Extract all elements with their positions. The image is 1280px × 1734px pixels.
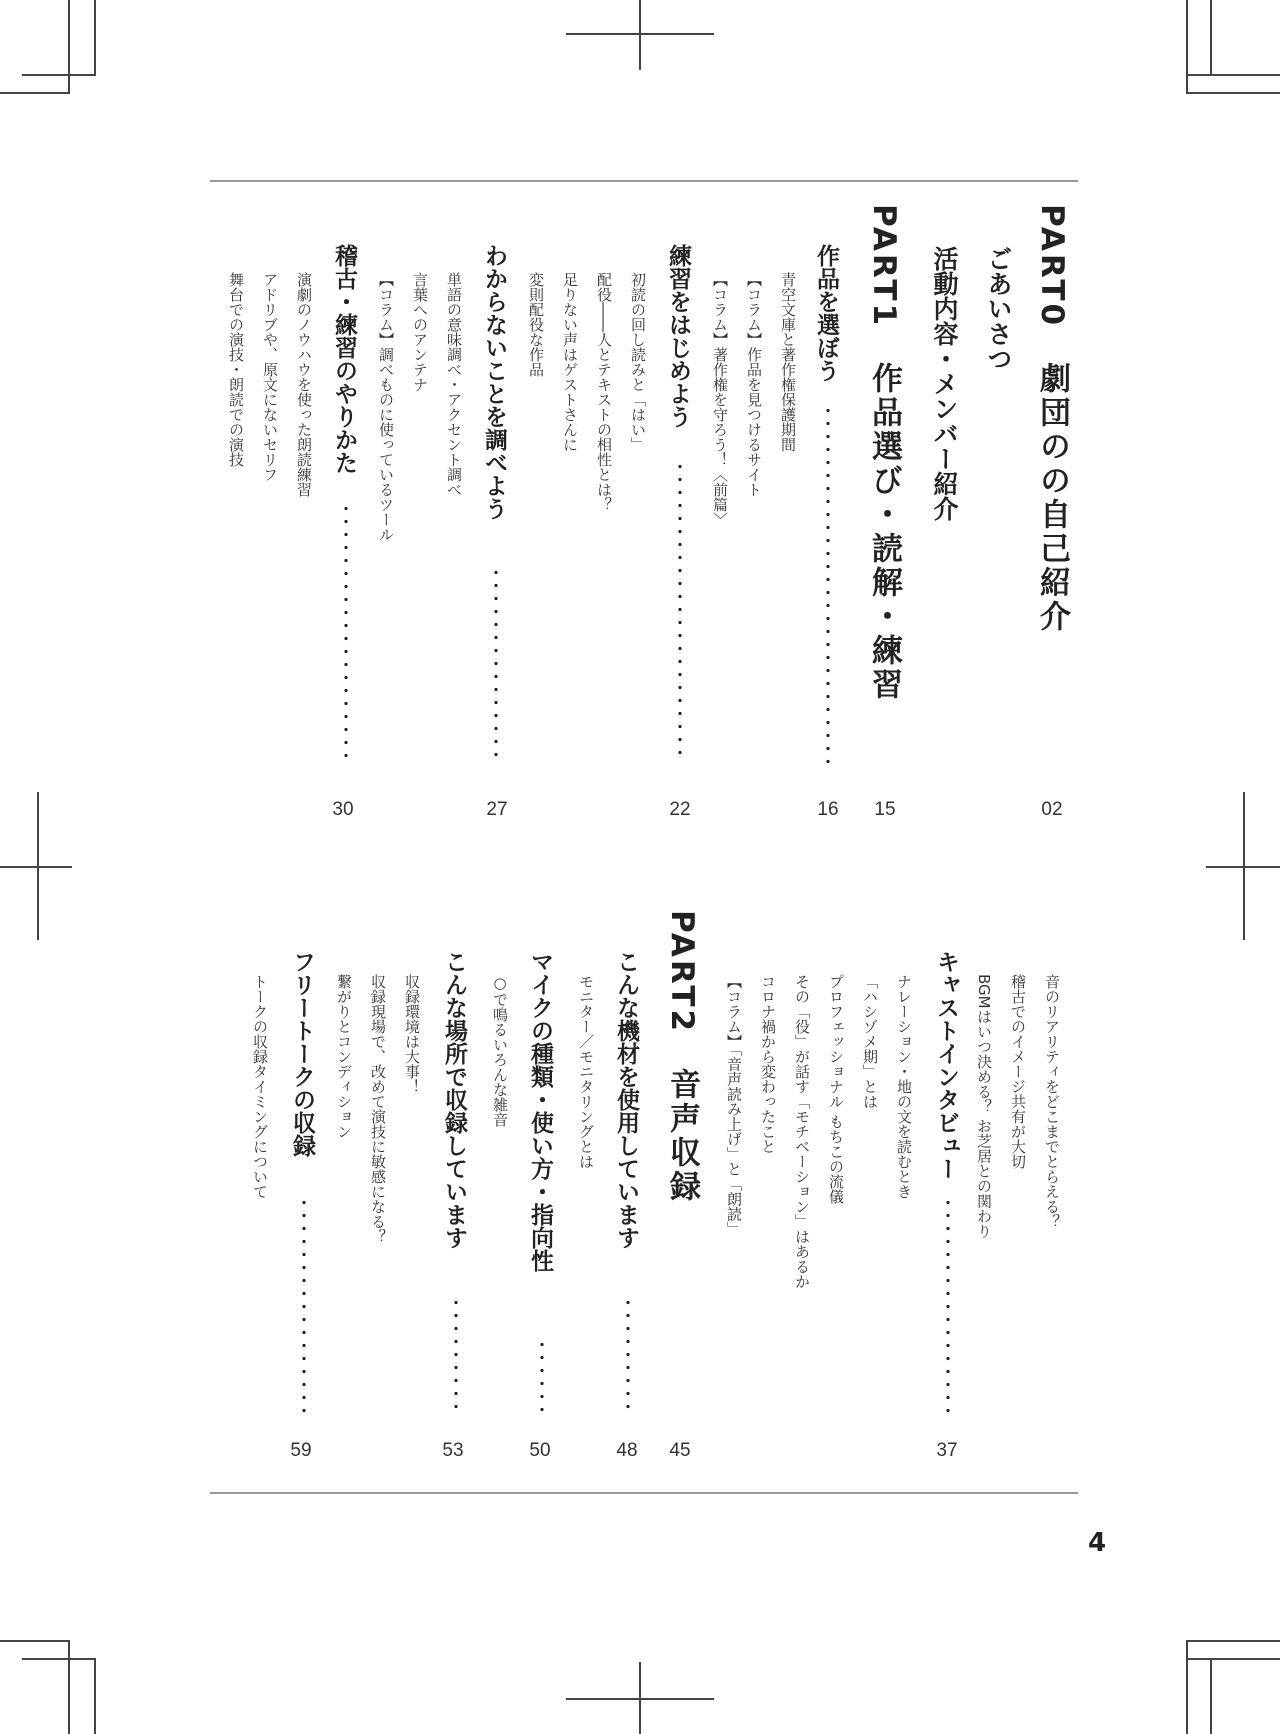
toc-sub-entry[interactable]: ○で鳴るいろんな雑音 [491, 974, 509, 1127]
toc-entry-rehearsal[interactable]: 稽古・練習のやりかた [331, 244, 357, 474]
crop-mark [639, 0, 641, 70]
toc-sub-entry[interactable]: 変則配役な作品 [527, 272, 545, 377]
crop-mark [1186, 1640, 1280, 1642]
leader-dots [946, 1196, 950, 1416]
crop-mark [1186, 1658, 1280, 1660]
page-number: 27 [486, 799, 508, 820]
page-number: 45 [669, 1440, 691, 1461]
top-rule [210, 180, 1078, 182]
toc-sub-entry[interactable]: トークの収録タイミングについて [251, 974, 269, 1199]
toc-sub-entry[interactable]: 【コラム】調べものに使っているツール [377, 272, 395, 542]
toc-sub-entry[interactable]: 「ハシゾメ期」とは [861, 974, 879, 1109]
page-number: 59 [290, 1440, 312, 1461]
crop-mark [22, 74, 96, 76]
crop-mark [94, 0, 96, 76]
crop-mark [0, 92, 70, 94]
toc-sub-entry[interactable]: 音のリアリティをどこまでとらえる？ [1043, 974, 1061, 1229]
page-number: 15 [874, 799, 896, 820]
toc-sub-entry[interactable]: プロフェッショナル もちこの流儀 [827, 974, 845, 1204]
page-number: 30 [332, 799, 354, 820]
toc-sub-entry[interactable]: 【コラム】著作権を守ろう！〈前篇〉 [711, 272, 729, 527]
toc-entry-research[interactable]: わからないことを調べよう [481, 244, 507, 520]
toc-sub-entry[interactable]: 収録現場で、改めて演技に敏感になる？ [369, 974, 387, 1244]
crop-mark [22, 1658, 96, 1660]
toc-sub-entry[interactable]: 舞台での演技・朗読での演技 [227, 272, 245, 467]
toc-sub-entry[interactable]: BGMはいつ決める？ お芝居との関わり [975, 974, 993, 1239]
toc-sub-entry[interactable]: 足りない声はゲストさんに [561, 272, 579, 452]
crop-mark [566, 1698, 714, 1700]
crop-mark [68, 1640, 70, 1734]
part2-title: PART2 音声収録 [664, 910, 700, 1205]
toc-sub-entry[interactable]: 言葉へのアンテナ [411, 272, 429, 392]
leader-dots [344, 502, 348, 764]
toc-entry-mic[interactable]: マイクの種類・使い方・指向性 [527, 950, 553, 1272]
toc-sub-entry[interactable]: 配役――人とテキストの相性とは？ [595, 272, 613, 512]
toc-sub-entry[interactable]: 初読の回し読みと「はい」 [629, 272, 647, 452]
toc-entry-freetalk[interactable]: フリートークの収録 [289, 950, 315, 1157]
crop-mark [1186, 92, 1280, 94]
page-number: 02 [1041, 799, 1063, 820]
leader-dots [454, 1296, 458, 1416]
page-number: 22 [669, 799, 691, 820]
leader-dots [494, 566, 498, 764]
toc-sub-entry[interactable]: コロナ禍から変わったこと [759, 974, 777, 1154]
crop-mark [0, 866, 72, 868]
toc-entry-location[interactable]: こんな場所で収録しています [441, 950, 467, 1249]
page-number: 53 [442, 1440, 464, 1461]
crop-mark [1210, 0, 1212, 76]
toc-entry-practice[interactable]: 練習をはじめよう [665, 244, 691, 428]
part0-title: PART0 劇団のの自己紹介 [1034, 204, 1070, 635]
leader-dots [626, 1296, 630, 1416]
toc-sub-entry[interactable]: 演劇のノウハウを使った朗読練習 [295, 272, 313, 497]
page-number: 16 [817, 799, 839, 820]
crop-mark [68, 0, 70, 94]
toc-sub-entry[interactable]: 単語の意味調べ・アクセント調べ [445, 272, 463, 497]
leader-dots [302, 1196, 306, 1416]
toc-sub-entry[interactable]: 青空文庫と著作権保護期間 [779, 272, 797, 452]
leader-dots [540, 1338, 544, 1416]
crop-mark [0, 1640, 70, 1642]
leader-dots [678, 460, 682, 764]
bottom-rule [210, 1492, 1078, 1494]
toc-sub-entry[interactable]: 【コラム】作品を見つけるサイト [745, 272, 763, 497]
crop-mark [94, 1658, 96, 1734]
toc-entry-members[interactable]: 活動内容・メンバー紹介 [930, 246, 959, 521]
crop-mark [1186, 74, 1280, 76]
toc-entry-choose[interactable]: 作品を選ぼう [813, 244, 839, 382]
page-number: 50 [529, 1440, 551, 1461]
crop-mark [1210, 1658, 1212, 1734]
crop-mark [1243, 792, 1245, 940]
toc-sub-entry[interactable]: ナレーション・地の文を読むとき [895, 974, 913, 1199]
page-number: 48 [616, 1440, 638, 1461]
part1-title: PART1 作品選び・読解・練習 [866, 204, 902, 703]
crop-mark [37, 792, 39, 940]
toc-sub-entry[interactable]: アドリブや、原文にないセリフ [261, 272, 279, 482]
toc-sub-entry[interactable]: 稽古でのイメージ共有が大切 [1009, 974, 1027, 1169]
folio-page-number: 4 [1088, 1528, 1107, 1558]
page-number: 37 [936, 1440, 958, 1461]
toc-sub-entry[interactable]: 繋がりとコンディション [335, 974, 353, 1139]
toc-entry-cast[interactable]: キャストインタビュー [933, 950, 959, 1180]
toc-entry-equipment[interactable]: こんな機材を使用しています [613, 950, 639, 1249]
crop-mark [566, 33, 714, 35]
toc-sub-entry[interactable]: モニター／モニタリングとは [577, 974, 595, 1169]
leader-dots [826, 404, 830, 764]
toc-sub-entry[interactable]: 収録環境は大事！ [403, 974, 421, 1094]
toc-sub-entry[interactable]: その「役」が話す「モチベーション」はあるか [793, 974, 811, 1289]
toc-entry-greeting[interactable]: ごあいさつ [984, 246, 1013, 371]
crop-mark [1186, 0, 1188, 94]
toc-sub-entry[interactable]: 【コラム】「音声読み上げ」と「朗読」 [725, 974, 743, 1237]
crop-mark [1186, 1640, 1188, 1734]
